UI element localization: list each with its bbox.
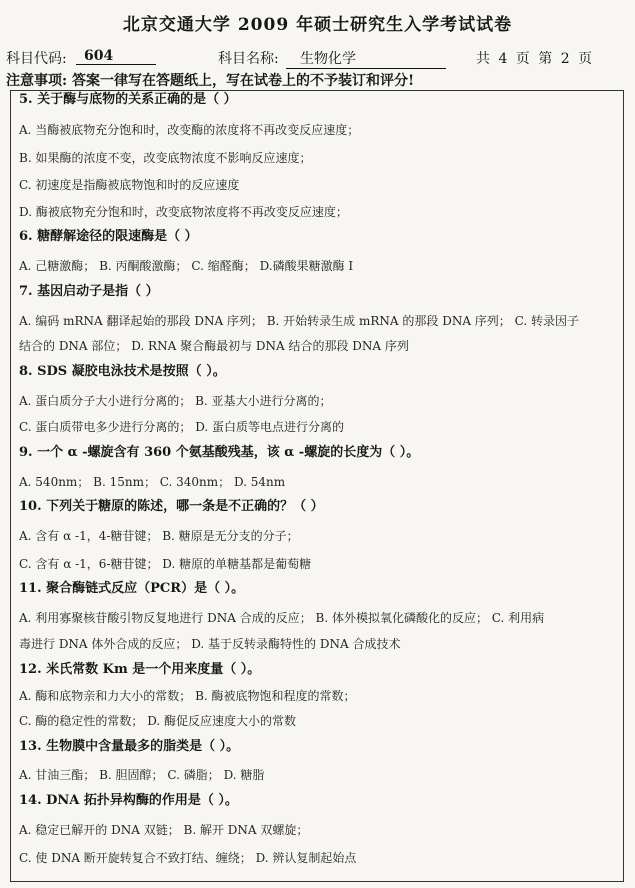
question-6: 6. 糖酵解途径的限速酶是（ ） <box>19 229 198 244</box>
question-7: 7. 基因启动子是指（ ） <box>19 284 159 299</box>
question-8-options-cd: C. 蛋白质带电多少进行分离的； D. 蛋白质等电点进行分离的 <box>19 420 345 434</box>
question-11: 11. 聚合酶链式反应（PCR）是（ ）。 <box>19 581 245 596</box>
question-9: 9. 一个 α -螺旋含有 360 个氨基酸残基，该 α -螺旋的长度为（ ）。 <box>19 445 420 460</box>
question-12-options-ab: A. 酶和底物亲和力大小的常数； B. 酶被底物饱和程度的常数； <box>19 689 356 703</box>
question-5-option-a: A. 当酶被底物充分饱和时，改变酶的浓度将不再改变反应速度； <box>19 123 360 137</box>
question-14: 14. DNA 拓扑异构酶的作用是（ ）。 <box>19 793 238 808</box>
question-11-options-line-2: 毒进行 DNA 体外合成的反应； D. 基于反转录酶特性的 DNA 合成技术 <box>19 637 401 651</box>
subject-name-label: 科目名称: <box>218 51 279 67</box>
question-11-options-line-1: A. 利用寡聚核苷酸引物反复地进行 DNA 合成的反应； B. 体外模拟氧化磷酸化的反应； C. 利用病 <box>19 611 545 625</box>
question-8: 8. SDS 凝胶电泳技术是按照（ ）。 <box>19 364 226 379</box>
question-13-options: A. 甘油三酯； B. 胆固醇； C. 磷脂； D. 糖脂 <box>19 768 265 782</box>
question-7-options-line-2: 结合的 DNA 部位； D. RNA 聚合酶最初与 DNA 结合的那段 DNA 序列 <box>19 339 409 353</box>
question-10: 10. 下列关于糖原的陈述，哪一条是不正确的？（ ） <box>19 499 324 514</box>
question-14-options-cd: C. 使 DNA 断开旋转复合不致打结、缠绕； D. 辨认复制起始点 <box>19 851 357 865</box>
instructions-note: 注意事项: 答案一律写在答题纸上，写在试卷上的不予装订和评分! <box>6 73 415 89</box>
question-7-options-line-1: A. 编码 mRNA 翻译起始的那段 DNA 序列； B. 开始转录生成 mRNA 的那段 DNA 序列； C. 转录因子 <box>19 314 580 328</box>
exam-title: 北京交通大学 2009 年硕士研究生入学考试试卷 <box>122 15 513 35</box>
subject-code-label: 科目代码: <box>6 51 67 67</box>
question-8-options-ab: A. 蛋白质分子大小进行分离的； B. 亚基大小进行分离的； <box>19 394 332 408</box>
question-5-option-c: C. 初速度是指酶被底物饱和时的反应速度 <box>19 178 240 192</box>
question-12-options-cd: C. 酶的稳定性的常数； D. 酶促反应速度大小的常数 <box>19 714 297 728</box>
question-10-options-cd: C. 含有 α -1，6-糖苷键； D. 糖原的单糖基都是葡萄糖 <box>19 557 312 571</box>
question-5: 5. 关于酶与底物的关系正确的是（ ） <box>19 92 237 107</box>
question-6-options: A. 己糖激酶； B. 丙酮酸激酶； C. 缩醛酶； D.磷酸果糖激酶 I <box>19 259 354 273</box>
subject-code-value: 604 <box>76 48 156 65</box>
question-10-options-ab: A. 含有 α -1，4-糖苷键； B. 糖原是无分支的分子； <box>19 529 299 543</box>
question-5-option-d: D. 酶被底物充分饱和时，改变底物浓度将不再改变反应速度； <box>19 205 348 219</box>
page-count: 共 4 页 第 2 页 <box>476 51 595 67</box>
subject-info-row <box>6 48 626 68</box>
question-9-options: A. 540nm； B. 15nm； C. 340nm； D. 54nm <box>19 475 286 489</box>
question-5-option-b: B. 如果酶的浓度不变，改变底物浓度不影响反应速度； <box>19 151 312 165</box>
question-13: 13. 生物膜中含量最多的脂类是（ ）。 <box>19 739 240 754</box>
question-12: 12. 米氏常数 Km 是一个用来度量（ ）。 <box>19 662 261 677</box>
question-14-options-ab: A. 稳定已解开的 DNA 双链； B. 解开 DNA 双螺旋； <box>19 823 309 837</box>
subject-name-value: 生物化学 <box>286 48 446 69</box>
